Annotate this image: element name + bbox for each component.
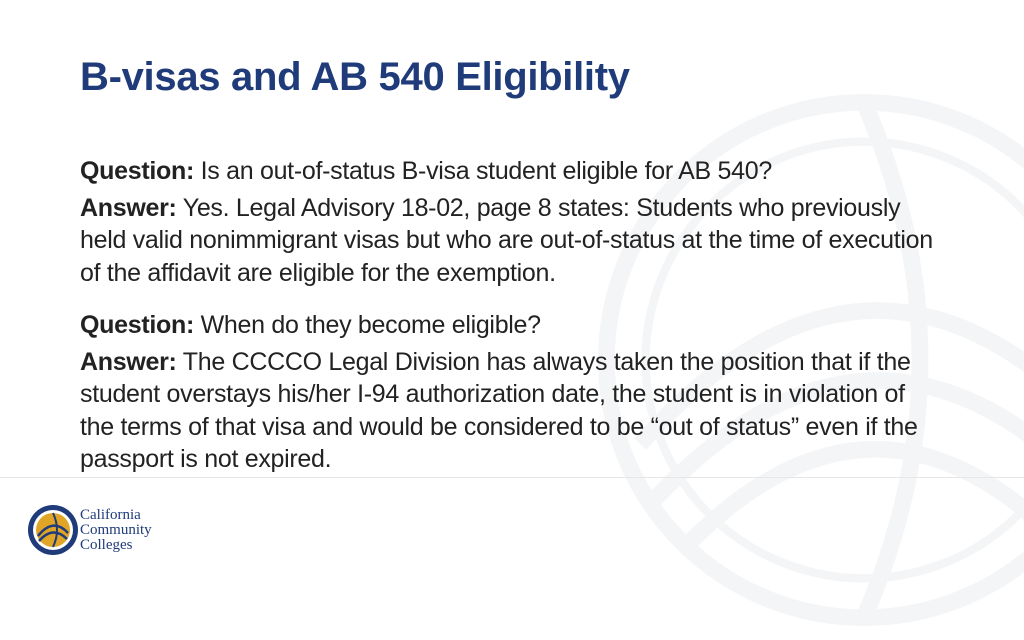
- answer-1-label: Answer:: [80, 193, 177, 222]
- question-2-text: When do they become eligible?: [200, 311, 541, 339]
- answer-2-label: Answer:: [80, 347, 177, 376]
- question-2-label: Question:: [80, 311, 194, 339]
- qa-block-2: [80, 309, 940, 476]
- logo-line-1: California: [80, 507, 141, 523]
- answer-1-text: Yes. Legal Advisory 18-02, page 8 states: Students who previously held valid nonimmigrant visas but who are out-of-status at the time of execution of the affidavit are eligible for the exemption.: [80, 193, 933, 287]
- logo-line-2: Community: [80, 522, 152, 538]
- footer-divider: [0, 477, 1024, 478]
- question-2: [80, 309, 940, 342]
- question-1-text: Is an out-of-status B-visa student eligible for AB 540?: [200, 157, 772, 185]
- question-1: [80, 155, 940, 188]
- qa-block-1: [80, 155, 940, 289]
- answer-2-text: The CCCCO Legal Division has always taken the position that if the student overstays his/her I-94 authorization date, the student is in violation of the terms of that visa and would be considered to be “out of status” even if the passport is not expired.: [80, 347, 918, 473]
- answer-1: [80, 192, 940, 290]
- california-community-colleges-seal-icon: [26, 503, 80, 557]
- qa-content: [80, 155, 940, 496]
- answer-2: [80, 346, 940, 476]
- slide-title: B-visas and AB 540 Eligibility: [80, 55, 630, 99]
- logo-line-3: Colleges: [80, 537, 133, 553]
- logo-wordmark: [80, 508, 152, 553]
- question-1-label: Question:: [80, 157, 194, 185]
